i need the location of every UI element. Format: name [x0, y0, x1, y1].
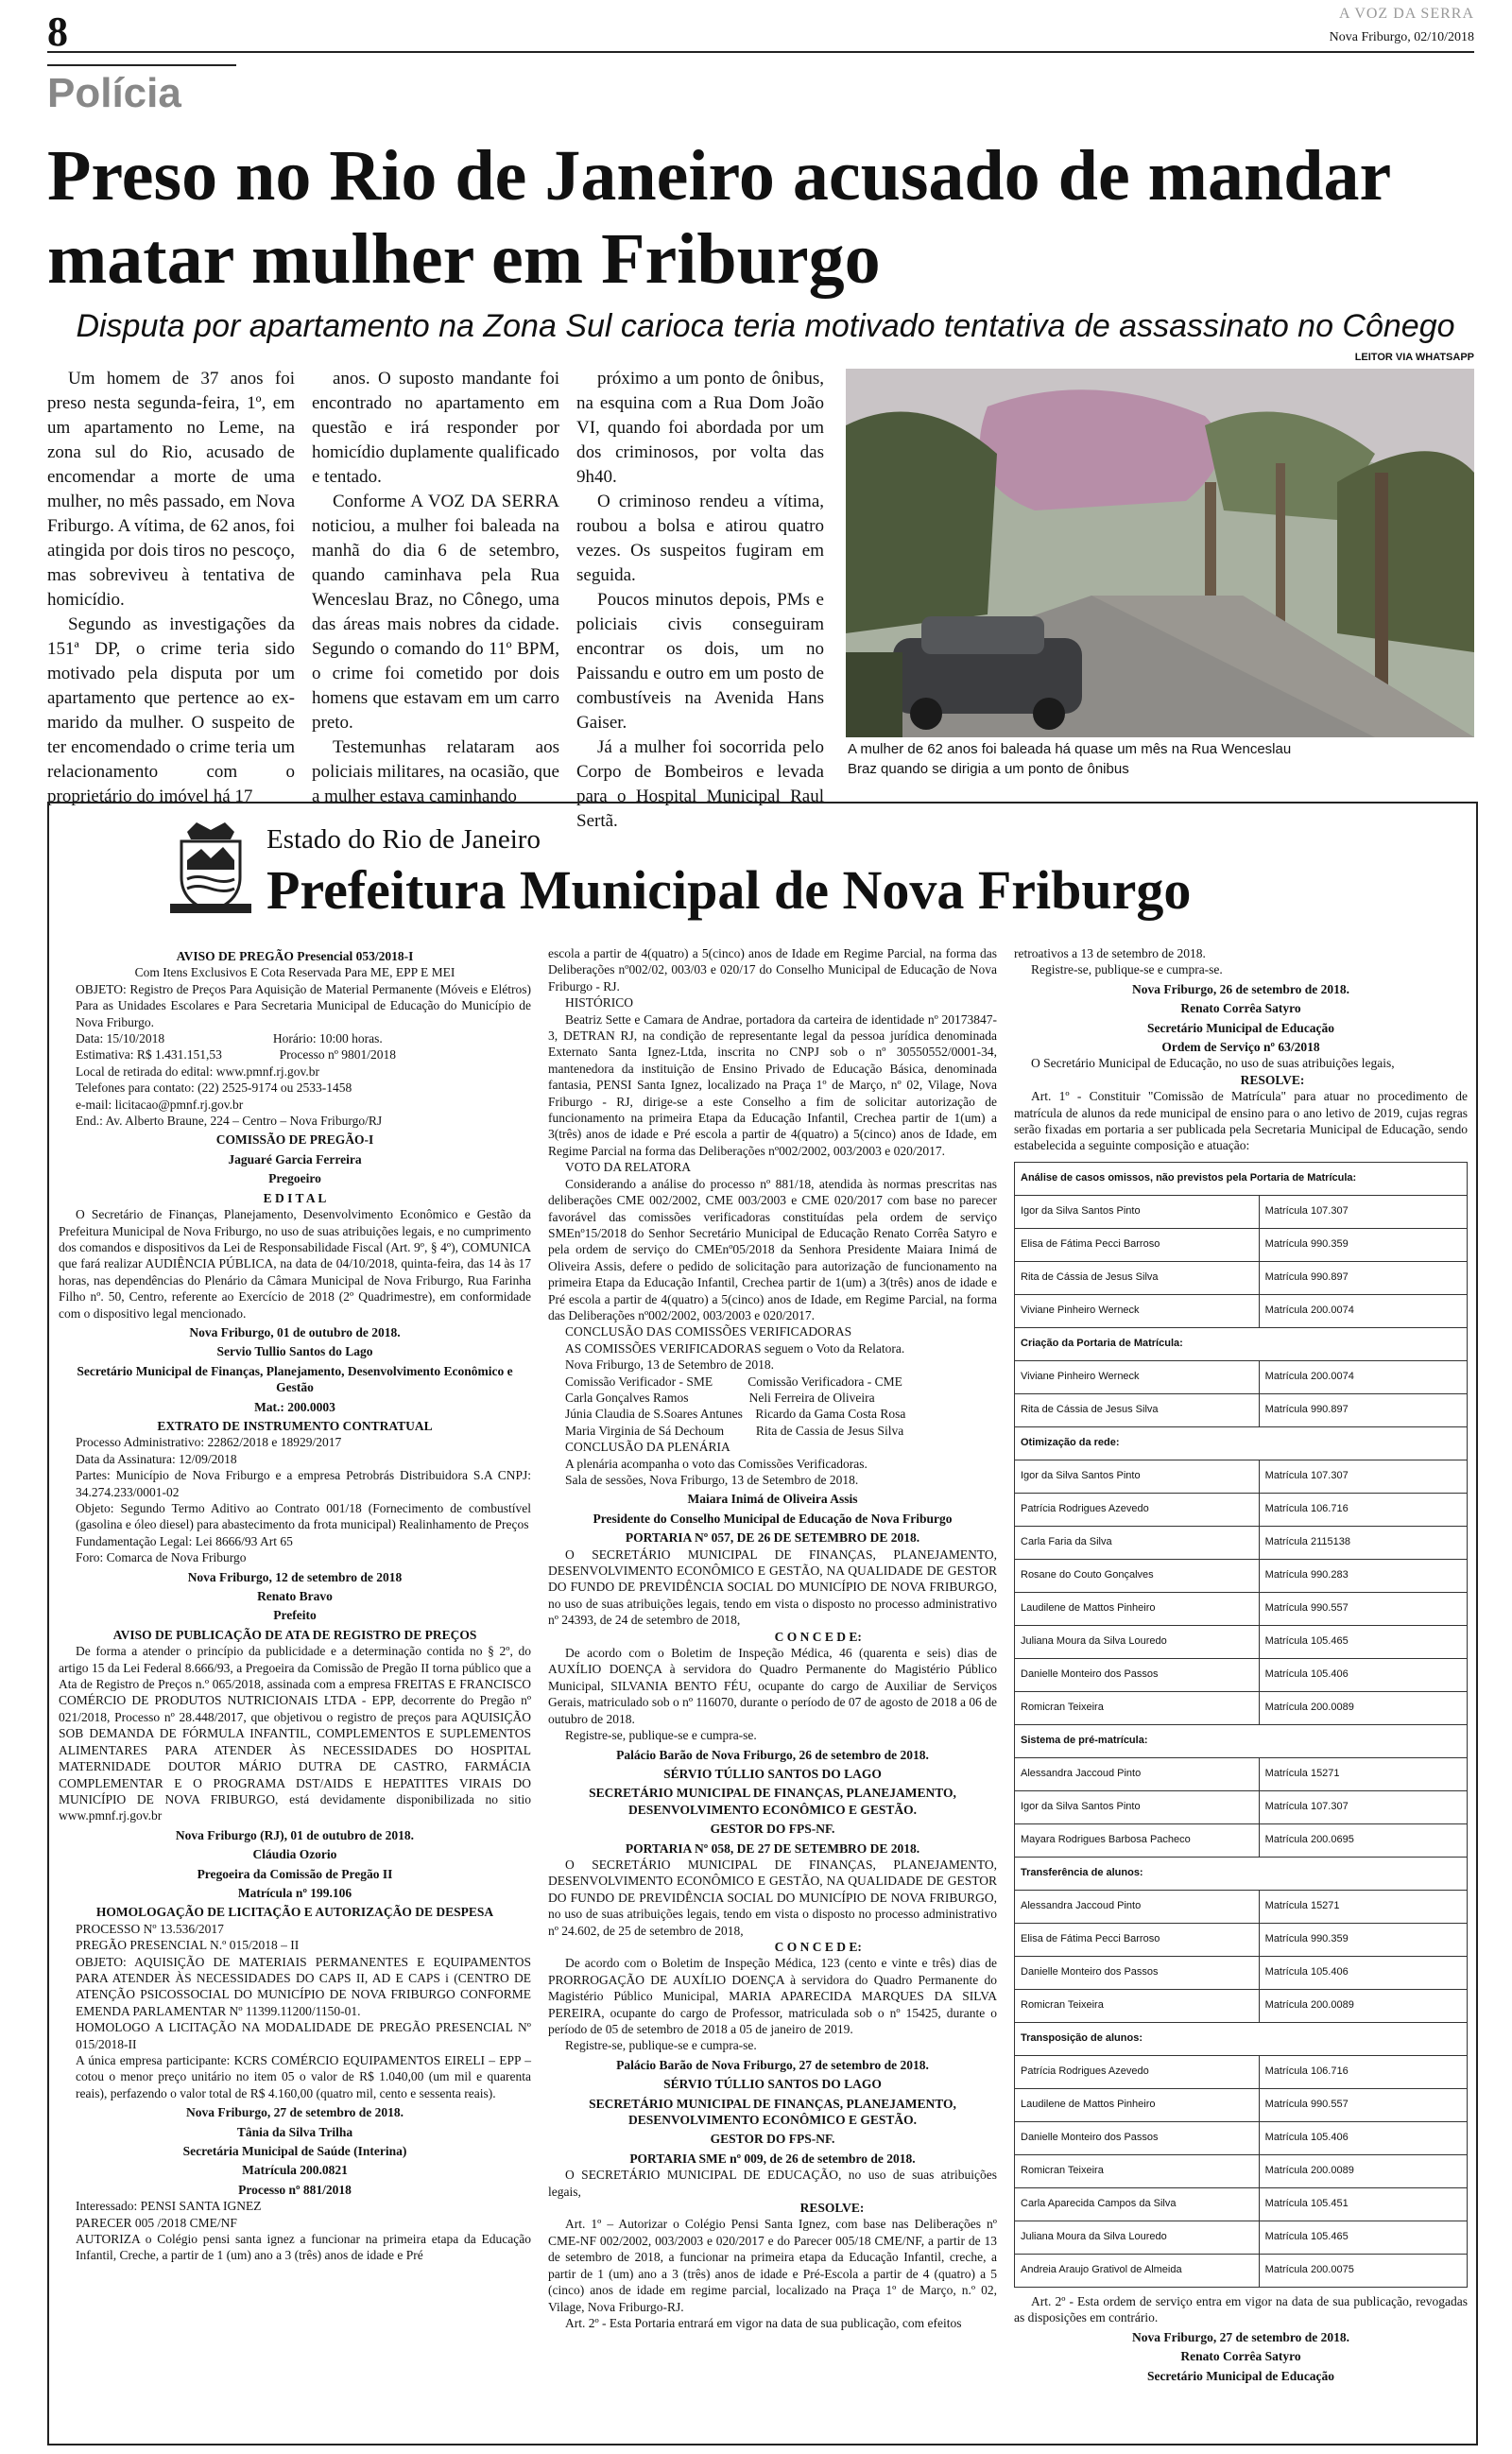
notice-line: retroativos a 13 de setembro de 2018. — [1014, 946, 1206, 960]
table-row — [1015, 1592, 1468, 1625]
table-cell-registration: Matrícula 15271 — [1259, 1890, 1467, 1923]
notice-line: Maiara Inimá de Oliveira Assis — [687, 1492, 858, 1507]
table-cell-registration: Matrícula 990.897 — [1259, 1261, 1467, 1294]
table-cell-registration: Matrícula 107.307 — [1259, 1195, 1467, 1228]
notice-line: De acordo com o Boletim de Inspeção Médica, 46 (quarenta e seis) dias de AUXÍLIO DOENÇA à servidora do Quadro Permanente do Magistério Público Municipal, SILVANIA BENTO FÉU, ocupante do cargo de Auxiliar de Serviços Gerais, matriculado sob o nº 116070, durante o período de 07 de agosto de 2018 a 06 de outubro de 2018. — [548, 1646, 997, 1726]
notice-line: Processo nº 881/2018 — [238, 2182, 352, 2197]
table-cell-name: Viviane Pinheiro Werneck — [1015, 1294, 1260, 1327]
table-row — [1015, 1989, 1468, 2022]
page-number: 8 — [47, 9, 68, 55]
table-row — [1015, 2088, 1468, 2121]
notice-line: Palácio Barão de Nova Friburgo, 26 de setembro de 2018. — [616, 1747, 929, 1762]
notice-line: Jaguaré Garcia Ferreira — [228, 1151, 362, 1167]
notice-line: O SECRETÁRIO MUNICIPAL DE FINANÇAS, PLANEJAMENTO, DESENVOLVIMENTO ECONÔMICO E GESTÃO, NA QUALIDADE DE GESTOR DO FUNDO DE PREVIDÊNCIA SOCIAL DO MUNICÍPIO DE NOVA FRIBURGO, no uso de suas atribuições legais, tendo em vista o disposto no processo administrativo nº 24393, de 24 de setembro de 2018, — [548, 1547, 997, 1628]
table-cell-registration: Matrícula 990.557 — [1259, 2088, 1467, 2121]
notice-line: Nova Friburgo, 01 de outubro de 2018. — [189, 1324, 401, 1339]
notice-line: C O N C E D E: — [548, 1629, 862, 1644]
table-cell-name: Elisa de Fátima Pecci Barroso — [1015, 1923, 1260, 1956]
table-cell-name: Romicran Teixeira — [1015, 2154, 1260, 2187]
notice-line: Local de retirada do edital: www.pmnf.rj.gov.br — [76, 1063, 320, 1079]
table-cell-registration: Matrícula 990.359 — [1259, 1923, 1467, 1956]
table-cell-registration: Matrícula 200.0074 — [1259, 1294, 1467, 1327]
table-cell-registration: Matrícula 105.406 — [1259, 2121, 1467, 2154]
article-paragraph: Conforme A VOZ DA SERRA noticiou, a mulher foi baleada na manhã do dia 6 de setembro, quando caminhava pela Rua Wenceslau Braz, no Cônego, uma das áreas mais nobres da cidade. Segundo o comando do 11º BPM, o crime foi cometido por dois homens que estavam em um carro preto. — [312, 492, 559, 733]
notice-line: HOMOLOGO A LICITAÇÃO NA MODALIDADE DE PREGÃO PRESENCIAL Nº 015/2018-II — [76, 2020, 531, 2051]
notice-line: A única empresa participante: KCRS COMÉRCIO EQUIPAMENTOS EIRELI – EPP – cotou o menor preço unitário no item 05 o valor de R$ 1.040,00 (um mil e quarenta reais), perfazendo o valor total de R$ 4.160,00 (quatro mil, cento e sessenta reais). — [76, 2053, 531, 2100]
notice-line: HOMOLOGAÇÃO DE LICITAÇÃO E AUTORIZAÇÃO DE DESPESA — [95, 1905, 494, 1920]
notice-line: Registre-se, publique-se e cumpra-se. — [565, 2038, 757, 2053]
table-row — [1015, 1393, 1468, 1426]
table-row — [1015, 1460, 1468, 1493]
article-paragraph: Segundo as investigações da 151ª DP, o crime teria sido motivado pela disputa por um apartamento que pertence ao ex-marido da mulher. O suspeito de ter encomendado o crime teria um relacionamento com o proprietário do imóvel há 17 — [47, 614, 295, 806]
notice-line: AUTORIZA o Colégio pensi santa ignez a funcionar na primeira etapa da Educação Infantil, Creche, a partir de 1 (um) ano a 3 (três) anos de idade e Pré — [76, 2232, 531, 2263]
notice-line: RESOLVE: — [1014, 1072, 1305, 1087]
notice-line: Partes: Município de Nova Friburgo e a empresa Petrobrás Distribuidora S.A CNPJ: 34.274.233/0001-02 — [76, 1468, 531, 1499]
table-cell-registration: Matrícula 990.359 — [1259, 1228, 1467, 1261]
notice-line: End.: Av. Alberto Braune, 224 – Centro – Nova Friburgo/RJ — [76, 1114, 383, 1129]
table-row — [1015, 1493, 1468, 1526]
table-cell-name: Andreia Araujo Grativol de Almeida — [1015, 2254, 1260, 2287]
notice-line: Renato Corrêa Satyro — [1180, 1001, 1301, 1016]
notice-line: Interessado: PENSI SANTA IGNEZ — [76, 2199, 262, 2214]
notice-line: Matrícula 200.0821 — [242, 2163, 348, 2178]
notice-line: HISTÓRICO — [565, 995, 634, 1011]
notice-line: Beatriz Sette e Camara de Andrae, portadora da carteira de identidade nº 20173847-3, DETRAN RJ, na condição de representante legal da pessoa jurídica denominada Externato Santa Ignez-Ltda, inscrita no CNPJ sob o nº 30550552/0001-34, mantenedora da instituição de Ensino Privado de Educação Básica, denominada fantasia, PENSI Santa Ignez, localizado na Praça 1º de Março, nº 02, Vilage, Nova Friburgo - RJ, dirige-se a este Conselho a fim de solicitar autorização de funcionamento na primeira Etapa da Educação Infantil, Crechea partir de 1(um) a 3(três) anos de idade e Pré escola a partir de 4(quatro) a 5(cinco) anos de Idade, em Regime Parcial na forma das Deliberações nº002/2002, 003/2003 e 020/2017. — [548, 1011, 997, 1158]
notice-line: SECRETÁRIO MUNICIPAL DE FINANÇAS, PLANEJAMENTO, DESENVOLVIMENTO ECONÔMICO E GESTÃO. — [589, 1786, 956, 1817]
notice-line: AVISO DE PREGÃO Presencial 053/2018-I — [176, 949, 414, 963]
table-row — [1015, 1625, 1468, 1658]
notice-line: Carla Gonçalves Ramos Neli Ferreira de Oliveira — [565, 1390, 875, 1405]
notice-line: OBJETO: AQUISIÇÃO DE MATERIAIS PERMANENTES E EQUIPAMENTOS PARA ATENDER ÀS NECESSIDADES DO CAPS II, AD E CAPS i (CENTRO DE ATENÇÃO PSICOSSOCIAL DO MUNICÍPIO DE NOVA FRIBURGO CONFORME EMENDA PARLAMENTAR Nº 11399.11200/1150-01. — [76, 1954, 531, 2018]
table-row — [1015, 1294, 1468, 1327]
table-cell-registration: Matrícula 200.0074 — [1259, 1360, 1467, 1393]
article-column-2 — [312, 367, 559, 809]
notice-line: Nova Friburgo, 13 de Setembro de 2018. — [565, 1357, 774, 1373]
table-cell-registration: Matrícula 106.716 — [1259, 2055, 1467, 2088]
table-cell-name: Laudilene de Mattos Pinheiro — [1015, 1592, 1260, 1625]
table-cell-registration: Matrícula 107.307 — [1259, 1460, 1467, 1493]
table-cell-name: Carla Faria da Silva — [1015, 1526, 1260, 1559]
notice-line: PORTARIA SME nº 009, de 26 de setembro de 2018. — [629, 2151, 916, 2166]
notice-line: PROCESSO Nº 13.536/2017 — [76, 1921, 224, 1936]
notice-line: Art. 2º - Esta ordem de serviço entra em vigor na data de sua publicação, revogadas as disposições em contrário. — [1014, 2293, 1468, 2325]
notice-line: Data: 15/10/2018 Horário: 10:00 horas. — [76, 1031, 383, 1046]
table-group-header: Sistema de pré-matrícula: — [1015, 1724, 1468, 1757]
publication-name: A VOZ DA SERRA — [1338, 6, 1474, 22]
table-cell-name: Viviane Pinheiro Werneck — [1015, 1360, 1260, 1393]
table-cell-registration: Matrícula 106.716 — [1259, 1493, 1467, 1526]
notice-line: Processo Administrativo: 22862/2018 e 18929/2017 — [76, 1435, 342, 1450]
notice-line: SECRETÁRIO MUNICIPAL DE FINANÇAS, PLANEJAMENTO, DESENVOLVIMENTO ECONÔMICO E GESTÃO. — [589, 2096, 956, 2128]
table-row — [1015, 1757, 1468, 1790]
enrollment-committee-table — [1014, 1162, 1468, 2288]
table-cell-registration: Matrícula 105.406 — [1259, 1658, 1467, 1691]
table-group-header: Transposição de alunos: — [1015, 2022, 1468, 2055]
notice-line: Tânia da Silva Trilha — [236, 2124, 353, 2139]
table-cell-registration: Matrícula 105.406 — [1259, 1956, 1467, 1989]
notice-line: EXTRATO DE INSTRUMENTO CONTRATUAL — [157, 1418, 433, 1433]
notice-line: PREGÃO PRESENCIAL N.º 015/2018 – II — [76, 1938, 300, 1953]
table-cell-registration: Matrícula 15271 — [1259, 1757, 1467, 1790]
table-cell-registration: Matrícula 105.465 — [1259, 2221, 1467, 2254]
notice-line: Nova Friburgo, 27 de setembro de 2018. — [186, 2105, 404, 2120]
table-cell-name: Elisa de Fátima Pecci Barroso — [1015, 1228, 1260, 1261]
table-row — [1015, 1691, 1468, 1724]
notice-line: Foro: Comarca de Nova Friburgo — [76, 1550, 247, 1565]
table-cell-registration: Matrícula 200.0089 — [1259, 1691, 1467, 1724]
article-paragraph: Testemunhas relataram aos policiais militares, na ocasião, que a mulher estava caminhando — [312, 737, 559, 806]
notice-line: e-mail: licitacao@pmnf.rj.gov.br — [76, 1097, 244, 1112]
prefeitura-title: Prefeitura Municipal de Nova Friburgo — [266, 859, 1192, 921]
article-paragraph: Um homem de 37 anos foi preso nesta segunda-feira, 1º, em um apartamento no Leme, na zona sul do Rio, acusado de encomendar a morte de uma mulher, no mês passado, em Nova Friburgo. A vítima, de 62 anos, foi atingida por dois tiros no pescoço, mas sobreviveu à tentativa de homicídio. — [47, 369, 295, 610]
notice-line: Mat.: 200.0003 — [254, 1399, 335, 1414]
table-cell-name: Romicran Teixeira — [1015, 1989, 1260, 2022]
notice-line: A plenária acompanha o voto das Comissões Verificadoras. — [565, 1456, 868, 1471]
table-cell-name: Danielle Monteiro dos Passos — [1015, 1956, 1260, 1989]
table-cell-name: Patrícia Rodrigues Azevedo — [1015, 1493, 1260, 1526]
table-cell-name: Alessandra Jaccoud Pinto — [1015, 1890, 1260, 1923]
notice-line: Palácio Barão de Nova Friburgo, 27 de setembro de 2018. — [616, 2057, 929, 2072]
notice-line: Data da Assinatura: 12/09/2018 — [76, 1451, 237, 1466]
table-row — [1015, 1195, 1468, 1228]
notice-line: Comissão Verificador - SME Comissão Verificadora - CME — [565, 1374, 902, 1389]
notice-line: Nova Friburgo (RJ), 01 de outubro de 2018. — [175, 1827, 415, 1842]
notice-line: O Secretário Municipal de Educação, no uso de suas atribuições legais, — [1031, 1056, 1395, 1071]
table-cell-name: Danielle Monteiro dos Passos — [1015, 2121, 1260, 2154]
table-cell-name: Romicran Teixeira — [1015, 1691, 1260, 1724]
table-cell-name: Danielle Monteiro dos Passos — [1015, 1658, 1260, 1691]
notice-line: Prefeito — [273, 1608, 317, 1623]
table-row — [1015, 2055, 1468, 2088]
table-cell-name: Rita de Cássia de Jesus Silva — [1015, 1261, 1260, 1294]
table-row — [1015, 2121, 1468, 2154]
notice-line: Registre-se, publique-se e cumpra-se. — [565, 1728, 757, 1743]
notice-line: Maria Virginia de Sá Dechoum Rita de Cassia de Jesus Silva — [565, 1423, 904, 1438]
notice-line: C O N C E D E: — [548, 1939, 862, 1954]
table-row — [1015, 1790, 1468, 1823]
notice-line: Art. 1º – Autorizar o Colégio Pensi Santa Ignez, com base nas Deliberações nº CME-NF 002/2002, 003/2003 e 020/2017 e do Parecer 005/18 CME/NF, a partir de 13 de setembro de 2018, a funcionar na primeira etapa da Educação Infantil, creche, a partir de 1 (um) ano a 3 (três) anos de idade e Pré-Escola a partir de 4 (quatro) a 5 (cinco) anos de idade em regime parcial, localizado na Praça 1º de Março, n.º 02, Vilage, Nova Friburgo-RJ. — [548, 2217, 997, 2314]
table-cell-name: Mayara Rodrigues Barbosa Pacheco — [1015, 1823, 1260, 1857]
article-paragraph: O criminoso rendeu a vítima, roubou a bolsa e atirou quatro vezes. Os suspeitos fugiram em seguida. — [576, 492, 824, 585]
article-column-3 — [576, 367, 824, 834]
table-row — [1015, 1261, 1468, 1294]
notice-line: Presidente do Conselho Municipal de Educação de Nova Friburgo — [593, 1511, 953, 1526]
photo-caption: A mulher de 62 anos foi baleada há quase um mês na Rua Wenceslau Braz quando se dirigia a um ponto de ônibus — [848, 741, 1292, 777]
notice-line: Objeto: Segundo Termo Aditivo ao Contrato 001/18 (Fornecimento de combustível (gasolina e óleo diesel) para abastecimento da frota municipal) Realinhamento de Preços — [76, 1501, 531, 1532]
table-row — [1015, 1162, 1468, 1195]
notice-line: Matrícula nº 199.106 — [237, 1885, 352, 1900]
notice-line: PORTARIA Nº 057, DE 26 DE SETEMBRO DE 2018. — [625, 1530, 920, 1546]
notice-line: Nova Friburgo, 26 de setembro de 2018. — [1132, 981, 1349, 996]
table-row — [1015, 2022, 1468, 2055]
notice-line: O Secretário de Finanças, Planejamento, Desenvolvimento Econômico e Gestão da Prefeitura Municipal de Nova Friburgo, no uso de suas atribuições legais, e no cumprimento dos comandos e dispositivos da Lei de Responsabilidade Fiscal (Art. 9º, § 4º), COMUNICA que fará realizar AUDIÊNCIA PÚBLICA, na data de 04/10/2018, quinta-feira, das 14 às 17 horas, nas dependências do Plenário da Câmara Municipal de Nova Friburgo, Rua Farinha Filho nº. 50, Centro, referente ao Exercício de 2018 (2º Quadrimestre), em conformidade com o dispositivo legal mencionado. — [59, 1207, 531, 1321]
article-paragraph: próximo a um ponto de ônibus, na esquina com a Rua Dom João VI, quando foi abordada por um dos criminosos, por volta das 9h40. — [576, 369, 824, 487]
table-cell-registration: Matrícula 990.897 — [1259, 1393, 1467, 1426]
table-row — [1015, 1559, 1468, 1592]
table-row — [1015, 1857, 1468, 1890]
table-group-header: Transferência de alunos: — [1015, 1857, 1468, 1890]
notices-column-2 — [548, 945, 997, 2331]
notice-line: AVISO DE PUBLICAÇÃO DE ATA DE REGISTRO DE PREÇOS — [112, 1627, 477, 1642]
table-cell-name: Rosane do Couto Gonçalves — [1015, 1559, 1260, 1592]
notice-line: VOTO DA RELATORA — [565, 1160, 692, 1175]
notice-line: escola a partir de 4(quatro) a 5(cinco) anos de Idade em Regime Parcial, na forma das Deliberações nº002/02, 003/03 e 020/17 do Conselho Municipal de Educação de Nova Friburgo - RJ. — [548, 946, 997, 994]
table-cell-name: Laudilene de Mattos Pinheiro — [1015, 2088, 1260, 2121]
notice-line: Secretário Municipal de Educação — [1146, 2368, 1335, 2383]
table-row — [1015, 2221, 1468, 2254]
article-paragraph: Poucos minutos depois, PMs e policiais civis conseguiram encontrar os dois, um no Paissandu e outro em um posto de combustíveis na Avenida Hans Gaiser. — [576, 590, 824, 733]
table-cell-registration: Matrícula 200.0695 — [1259, 1823, 1467, 1857]
notice-line: Considerando a análise do processo nº 881/18, atendida às normas prescritas nas deliberações CME 002/2002, CME 003/2003 e CME 020/2017 com base no parecer favorável das comissões verificadoras constituídas pela ordem de serviço SMEnº15/2018 do Senhor Secretário Municipal de Educação Renato Corrêa Satyro e pela ordem de serviço do CMEnº05/2018 da Senhora Presidente Maiara Inimá de Oliveira Assis, defere o pedido de solicitação para autorização de funcionamento na primeira Etapa da Educação Infantil, Crechea partir de 1(um) a 3(três) anos de idade e Pré escola a partir de 4(quatro) a 5(cinco) anos de Idade, em Regime Parcial, na forma das Deliberações nº002/2002, 003/2003 e 020/2017. — [548, 1176, 997, 1322]
table-cell-name: Alessandra Jaccoud Pinto — [1015, 1757, 1260, 1790]
notice-line: Fundamentação Legal: Lei 8666/93 Art 65 — [76, 1533, 293, 1548]
table-cell-registration: Matrícula 105.465 — [1259, 1625, 1467, 1658]
notice-line: O SECRETÁRIO MUNICIPAL DE FINANÇAS, PLANEJAMENTO, DESENVOLVIMENTO ECONÔMICO E GESTÃO, NA QUALIDADE DE GESTOR DO FUNDO DE PREVIDÊNCIA SOCIAL DO MUNICÍPIO DE NOVA FRIBURGO, no uso de suas atribuições legais, tendo em vista o disposto no processo administrativo nº 24.602, de 25 de setembro de 2018, — [548, 1857, 997, 1938]
notices-column-3-bottom — [1014, 2293, 1468, 2384]
table-cell-registration: Matrícula 990.283 — [1259, 1559, 1467, 1592]
table-cell-registration: Matrícula 990.557 — [1259, 1592, 1467, 1625]
notice-line: SÉRVIO TÚLLIO SANTOS DO LAGO — [663, 2077, 882, 2092]
table-row — [1015, 1228, 1468, 1261]
photo-credit: LEITOR VIA WHATSAPP — [1354, 352, 1474, 363]
municipal-coat-of-arms-icon — [168, 822, 253, 917]
notice-line: Art. 1º - Constituir "Comissão de Matrícula" para atuar no procedimento de matrícula de alunos da rede municipal de ensino para o ano letivo de 2019, cujas regras serão fixadas em portaria a ser publicada pela Secretaria Municipal de Educação, sendo estabelecida a seguinte composição e atuação: — [1014, 1089, 1468, 1153]
notice-line: PORTARIA Nº 058, DE 27 DE SETEMBRO DE 2018. — [625, 1840, 920, 1856]
notice-line: Servio Tullio Santos do Lago — [216, 1344, 373, 1359]
publication-date: Nova Friburgo, 02/10/2018 — [1329, 30, 1474, 44]
table-row — [1015, 1526, 1468, 1559]
notice-line: Ordem de Serviço nº 63/2018 — [1161, 1040, 1320, 1055]
subheadline: Disputa por apartamento na Zona Sul carioca teria motivado tentativa de assassinato no Cônego — [76, 308, 1455, 344]
notice-line: SÉRVIO TÚLLIO SANTOS DO LAGO — [663, 1766, 882, 1781]
notice-line: Renato Corrêa Satyro — [1180, 2349, 1301, 2364]
notice-line: Com Itens Exclusivos E Cota Reservada Para ME, EPP E MEI — [134, 965, 455, 980]
table-row — [1015, 2187, 1468, 2221]
notice-line: Renato Bravo — [257, 1589, 333, 1604]
article-paragraph: Já a mulher foi socorrida pelo Corpo de Bombeiros e levada para o Hospital Municipal Raul Sertã. — [576, 737, 824, 831]
notice-line: GESTOR DO FPS-NF. — [710, 2132, 835, 2147]
notice-line: CONCLUSÃO DA PLENÁRIA — [565, 1440, 730, 1455]
table-group-header: Análise de casos omissos, não previstos pela Portaria de Matrícula: — [1015, 1162, 1468, 1195]
table-row — [1015, 1923, 1468, 1956]
notice-line: Nova Friburgo, 27 de setembro de 2018. — [1132, 2329, 1349, 2344]
notice-line: E D I T A L — [263, 1190, 327, 1205]
notice-line: Art. 2º - Esta Portaria entrará em vigor na data de sua publicação, com efeitos — [565, 2315, 962, 2330]
article-column-1 — [47, 367, 295, 809]
table-row — [1015, 1658, 1468, 1691]
notice-line: OBJETO: Registro de Preços Para Aquisição de Material Permanente (Móveis e Elétros) Para as Unidades Escolares e Para Secretaria Municipal de Educação do Município de Nova Friburgo. — [76, 981, 531, 1029]
notice-line: Registre-se, publique-se e cumpra-se. — [1031, 962, 1223, 977]
notice-line: Secretário Municipal de Finanças, Planejamento, Desenvolvimento Econômico e Gestão — [77, 1363, 513, 1395]
article-paragraph: anos. O suposto mandante foi encontrado no apartamento em questão e irá responder por homicídio duplamente qualificado e tentado. — [312, 369, 559, 487]
table-cell-name: Igor da Silva Santos Pinto — [1015, 1790, 1260, 1823]
table-row — [1015, 2154, 1468, 2187]
notice-line: COMISSÃO DE PREGÃO-I — [215, 1132, 374, 1148]
table-cell-registration: Matrícula 2115138 — [1259, 1526, 1467, 1559]
table-cell-registration: Matrícula 200.0089 — [1259, 2154, 1467, 2187]
table-cell-name: Rita de Cássia de Jesus Silva — [1015, 1393, 1260, 1426]
notice-line: Sala de sessões, Nova Friburgo, 13 de Setembro de 2018. — [565, 1473, 859, 1487]
state-label: Estado do Rio de Janeiro — [266, 824, 541, 855]
table-row — [1015, 1426, 1468, 1460]
notice-line: Secretário Municipal de Educação — [1146, 1020, 1335, 1035]
notice-line: Estimativa: R$ 1.431.151,53 Processo nº 9801/2018 — [76, 1047, 397, 1063]
notice-line: Pregoeira da Comissão de Pregão II — [197, 1866, 393, 1881]
notices-column-1 — [59, 945, 531, 2264]
notice-line: De forma a atender o princípio da publicidade e a determinação contida no § 2º, do artigo 15 da Lei Federal 8.666/93, a Pregoeira da Comissão de Pregão II torna público que a Ata de Registro de Preços n.º 065/2018, assinada com a empresa FREITAS E FRANCISCO COMÉRCIO DE PRODUTOS NUTRICIONAIS LTDA - EPP, decorrente do Pregão nº 021/2018, Processo nº 28.448/2017, que objetivou o registro de preços para AQUISIÇÃO SOB DEMANDA DE FÓRMULA INFANTIL, COMPLEMENTOS E SUPLEMENTOS ALIMENTARES PARA ATENDER ÀS NECESSIDADES DO HOSPITAL MATERNIDADE DOUTOR MÁRIO DUTRA DE CASTRO, FARMÁCIA COMPLEMENTAR E O PROGRAMA DST/AIDS E HEPATITES VIRAIS DO MUNICÍPIO DE NOVA FRIBURGO, está devidamente disponibilizada no sitio www.pmnf.rj.gov.br — [59, 1644, 531, 1823]
table-row — [1015, 1956, 1468, 1989]
table-cell-name: Patrícia Rodrigues Azevedo — [1015, 2055, 1260, 2088]
street-photo — [846, 369, 1474, 737]
table-cell-registration: Matrícula 200.0075 — [1259, 2254, 1467, 2287]
table-row — [1015, 1724, 1468, 1757]
notice-line: RESOLVE: — [548, 2201, 865, 2216]
table-row — [1015, 2254, 1468, 2287]
notice-line: Júnia Claudia de S.Soares Antunes Ricardo da Gama Costa Rosa — [565, 1407, 906, 1422]
table-cell-name: Juliana Moura da Silva Louredo — [1015, 2221, 1260, 2254]
table-cell-name: Igor da Silva Santos Pinto — [1015, 1460, 1260, 1493]
headline: Preso no Rio de Janeiro acusado de mandar matar mulher em Friburgo — [47, 136, 1390, 299]
table-cell-name: Igor da Silva Santos Pinto — [1015, 1195, 1260, 1228]
table-group-header: Criação da Portaria de Matrícula: — [1015, 1327, 1468, 1360]
table-group-header: Otimização da rede: — [1015, 1426, 1468, 1460]
table-cell-registration: Matrícula 200.0089 — [1259, 1989, 1467, 2022]
notice-line: Cláudia Ozorio — [252, 1847, 337, 1862]
table-cell-registration: Matrícula 107.307 — [1259, 1790, 1467, 1823]
notice-line: GESTOR DO FPS-NF. — [710, 1822, 835, 1837]
notice-line: De acordo com o Boletim de Inspeção Médica, 123 (cento e vinte e três) dias de PRORROGAÇÃO DE AUXÍLIO DOENÇA à servidora do Quadro Permanente do Magistério Público Municipal, MARIA APARECIDA MARQUES DA SILVA PEREIRA, ocupante do cargo de Professor, matriculada sob o nº 15425, durante o período de 05 de setembro de 2018 a 05 de janeiro de 2019. — [548, 1956, 997, 2036]
table-row — [1015, 1327, 1468, 1360]
table-cell-name: Carla Aparecida Campos da Silva — [1015, 2187, 1260, 2221]
notice-line: PARECER 005 /2018 CME/NF — [76, 2215, 237, 2230]
notice-line: Telefones para contato: (22) 2525-9174 ou 2533-1458 — [76, 1080, 352, 1096]
notice-line: Pregoeiro — [268, 1171, 321, 1186]
section-label: Polícia — [47, 64, 236, 125]
table-row — [1015, 1890, 1468, 1923]
notice-line: O SECRETÁRIO MUNICIPAL DE EDUCAÇÃO, no uso de suas atribuições legais, — [548, 2168, 997, 2199]
header-rule — [47, 51, 1474, 53]
table-cell-registration: Matrícula 105.451 — [1259, 2187, 1467, 2221]
notice-line: CONCLUSÃO DAS COMISSÕES VERIFICADORAS — [565, 1324, 852, 1339]
table-cell-name: Juliana Moura da Silva Louredo — [1015, 1625, 1260, 1658]
table-row — [1015, 1823, 1468, 1857]
notice-line: Nova Friburgo, 12 de setembro de 2018 — [187, 1569, 403, 1584]
table-row — [1015, 1360, 1468, 1393]
notice-line: Secretária Municipal de Saúde (Interina) — [182, 2144, 407, 2159]
notices-column-3-top — [1014, 945, 1468, 1154]
notice-line: AS COMISSÕES VERIFICADORAS seguem o Voto da Relatora. — [565, 1340, 905, 1356]
notices-column-3 — [1014, 945, 1468, 2384]
